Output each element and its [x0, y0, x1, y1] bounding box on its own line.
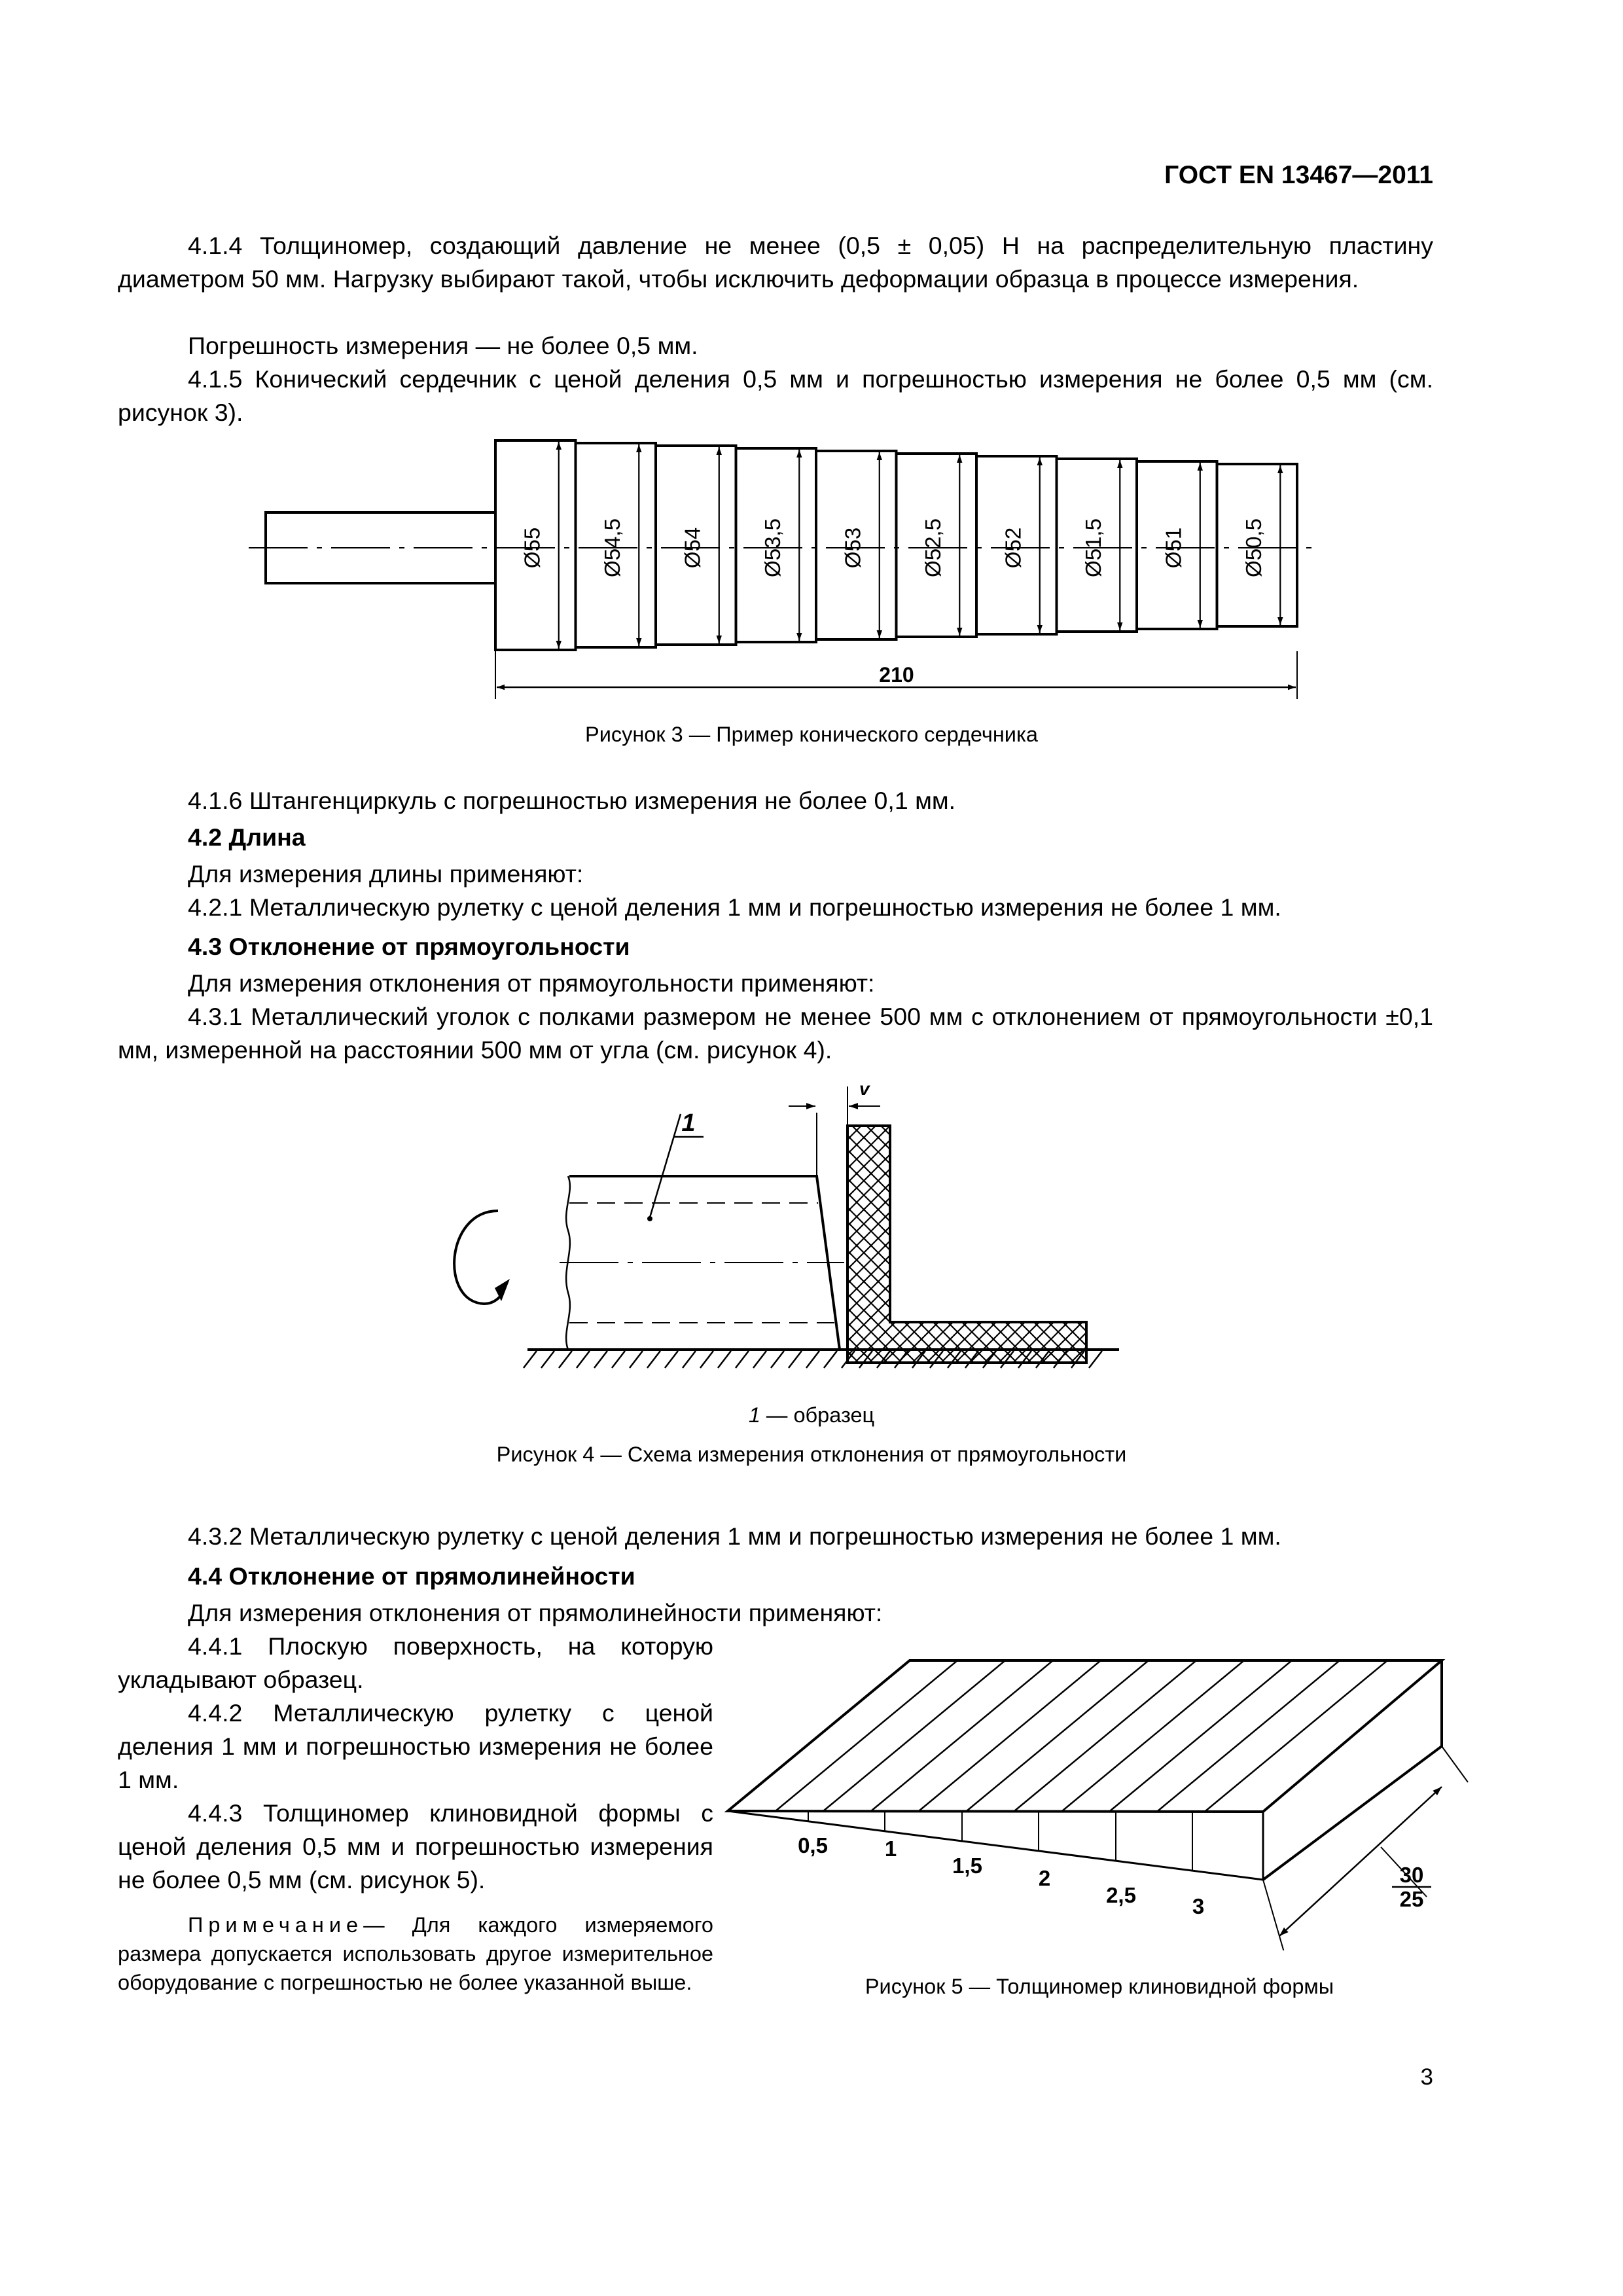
figure-3-caption: Рисунок 3 — Пример конического сердечника: [585, 723, 1038, 746]
callout-1: 1: [681, 1109, 696, 1137]
diameter-label: Ø54: [680, 527, 705, 569]
dimension-line: [1279, 1787, 1442, 1936]
hatch-line: [789, 1351, 802, 1368]
hatch-line: [647, 1351, 660, 1368]
hatch-line: [718, 1351, 731, 1368]
diameter-label: Ø53: [840, 527, 865, 569]
paragraph-4-4-intro: Для измерения отклонения от прямолинейности применяют:: [188, 1599, 883, 1626]
paragraph-accuracy: Погрешность измерения — не более 0,5 мм.: [188, 332, 698, 359]
heading-4-3: 4.3 Отклонение от прямоугольности: [188, 933, 630, 960]
diameter-label: Ø51,5: [1080, 518, 1105, 577]
scale-label: 3: [1192, 1894, 1205, 1918]
diameter-label: Ø53,5: [760, 518, 785, 577]
hatch-line: [919, 1660, 1101, 1811]
figure-3-conical-core: [0, 432, 1623, 707]
note: [118, 1910, 713, 1997]
legend-number: 1: [748, 1403, 760, 1427]
hatch-line: [1062, 1660, 1244, 1811]
scale-ticks: [808, 1811, 1192, 1871]
hatch-line: [1110, 1660, 1292, 1811]
legend-text: — образец: [760, 1403, 875, 1427]
figure-5-wedge-gauge: [720, 1636, 1472, 1950]
hatch-line: [776, 1660, 957, 1811]
hatch-line: [541, 1351, 554, 1368]
diameter-label: Ø50,5: [1241, 518, 1266, 577]
wedge-top-hatching: [776, 1660, 1387, 1811]
core-steps: [495, 440, 1297, 650]
dimension-v: v: [859, 1079, 870, 1099]
diameter-label: Ø51: [1161, 527, 1186, 569]
hatch-line: [753, 1351, 766, 1368]
paragraph-4-4-1: 4.4.1 Плоскую поверхность, на которую укладывают образец.: [118, 1632, 713, 1693]
hatch-line: [524, 1351, 537, 1368]
hatch-line: [683, 1351, 696, 1368]
hatch-line: [559, 1351, 572, 1368]
paragraph-4-3-intro: Для измерения отклонения от прямоугольности применяют:: [188, 969, 875, 997]
metal-square: [847, 1126, 1086, 1363]
paragraph-4-4-2: 4.4.2 Металлическую рулетку с ценой деления 1 мм и погрешностью измерения не более 1 мм.: [118, 1699, 713, 1793]
wedge-top-face: [728, 1660, 1442, 1812]
paragraph-4-4-3: 4.4.3 Толщиномер клиновидной формы с ценой деления 0,5 мм и погрешностью измерения не более 0,5 мм (см. рисунок 5).: [118, 1799, 713, 1893]
figure-5-caption: Рисунок 5 — Толщиномер клиновидной формы: [865, 1975, 1334, 1998]
wedge-side-face: [1263, 1660, 1442, 1880]
hatch-line: [594, 1351, 607, 1368]
dimension-30: 30: [1399, 1863, 1424, 1887]
hatch-line: [736, 1351, 749, 1368]
hatch-line: [1205, 1660, 1387, 1811]
hatch-line: [806, 1351, 819, 1368]
paragraph-4-2-intro: Для измерения длины применяют:: [188, 860, 584, 888]
paragraph-4-1-5: 4.1.5 Конический сердечник с ценой деления 0,5 мм и погрешностью измерения не более 0,5 мм (см. рисунок 3).: [118, 365, 1433, 426]
hatch-line: [967, 1660, 1149, 1811]
paragraph-4-1-6: 4.1.6 Штангенциркуль с погрешностью измерения не более 0,1 мм.: [188, 787, 956, 814]
figure-4-legend: [0, 1402, 1623, 1428]
heading-4-4: 4.4 Отклонение от прямолинейности: [188, 1562, 635, 1590]
hatch-line: [871, 1660, 1053, 1811]
hatch-line: [1158, 1660, 1340, 1811]
scale-label: 2,5: [1106, 1883, 1136, 1907]
hatch-line: [630, 1351, 643, 1368]
page-number: 3: [1420, 2064, 1433, 2090]
note-text: — Для каждого измеряемого размера допускается использовать другое измерительное оборудование с погрешностью не более указанной выше.: [118, 1913, 713, 1994]
paragraph-4-3-2: 4.3.2 Металлическую рулетку с ценой деления 1 мм и погрешностью измерения не более 1 мм.: [188, 1522, 1281, 1550]
diameter-label: Ø52,5: [920, 518, 945, 577]
hatch-line: [1014, 1660, 1196, 1811]
paragraph-4-2-1: 4.2.1 Металлическую рулетку с ценой деления 1 мм и погрешностью измерения не более 1 мм.: [188, 893, 1281, 921]
diameter-label: Ø55: [520, 527, 544, 569]
hatch-line: [771, 1351, 784, 1368]
hatch-line: [700, 1351, 713, 1368]
scale-label: 1: [884, 1837, 897, 1861]
hatch-line: [665, 1351, 678, 1368]
scale-label: 2: [1038, 1866, 1051, 1890]
note-label: Примечание: [188, 1913, 364, 1937]
paragraph-4-1-4: 4.1.4 Толщиномер, создающий давление не менее (0,5 ± 0,05) Н на распределительную пластину диаметром 50 мм. Нагрузку выбирают такой, чтобы исключить деформации образца в процессе измерения.: [118, 232, 1433, 293]
hatch-line: [1089, 1351, 1102, 1368]
hatch-line: [577, 1351, 590, 1368]
hatch-line: [612, 1351, 625, 1368]
figure-4-caption: Рисунок 4 — Схема измерения отклонения от прямоугольности: [496, 1443, 1127, 1466]
dimension-25: 25: [1399, 1887, 1424, 1911]
scale-label: 0,5: [798, 1833, 828, 1857]
scale-label: 1,5: [952, 1854, 982, 1878]
paragraph-4-3-1: 4.3.1 Металлический уголок с полками размером не менее 500 мм с отклонением от прямоугольности ±0,1 мм, измеренной на расстоянии 500 мм от угла (см. рисунок 4).: [118, 1003, 1433, 1064]
heading-4-2: 4.2 Длина: [188, 823, 306, 851]
figure-4-squareness-scheme: [0, 1073, 1623, 1414]
hatch-line: [823, 1660, 1005, 1811]
length-label: 210: [879, 663, 914, 687]
diameter-label: Ø52: [1001, 527, 1026, 569]
document-code: ГОСТ EN 13467—2011: [1164, 161, 1433, 189]
diameter-label: Ø54,5: [599, 518, 624, 577]
hatch-line: [824, 1351, 837, 1368]
